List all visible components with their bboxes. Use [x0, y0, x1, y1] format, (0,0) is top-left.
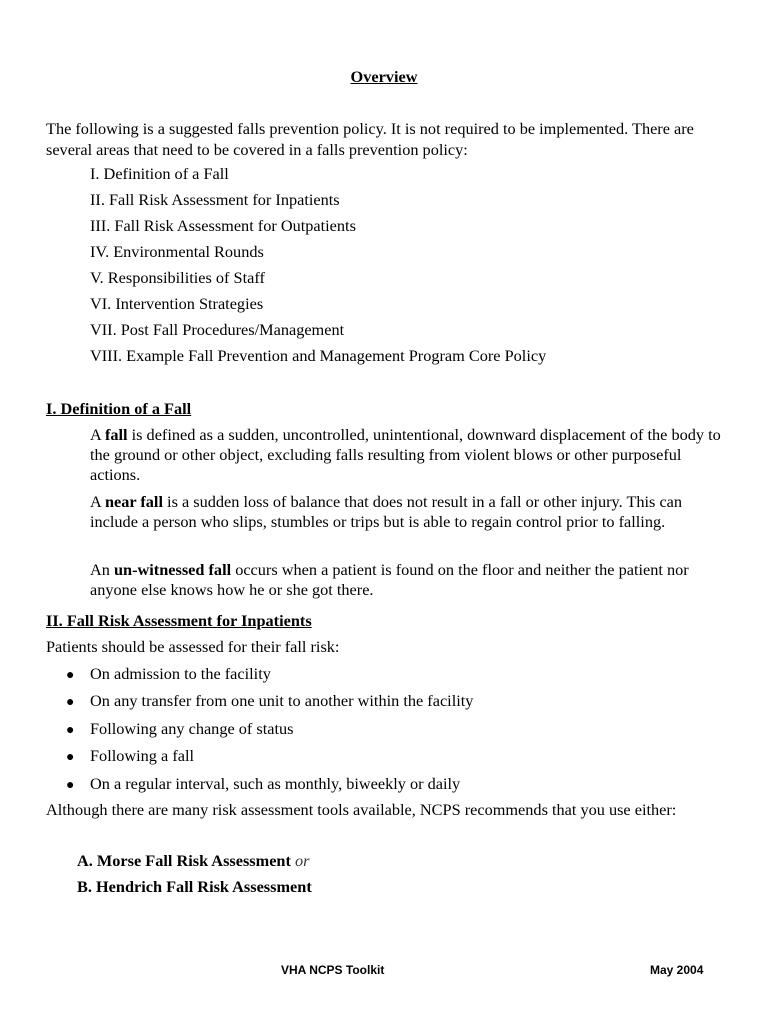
toc-item: IV. Environmental Rounds	[90, 242, 264, 261]
toc-item: II. Fall Risk Assessment for Inpatients	[90, 190, 340, 209]
list-item: ● On any transfer from one unit to another within the facility	[66, 691, 474, 710]
toc-item: VIII. Example Fall Prevention and Management Program Core Policy	[90, 346, 547, 365]
near-fall-definition-paragraph: A near fall is a sudden loss of balance that does not result in a fall or other injury. This can include a person who slips, stumbles or trips but is able to regain control prior to falling.	[90, 492, 683, 531]
or-conjunction: or	[294, 851, 310, 870]
section-heading-definition: I. Definition of a Fall	[46, 399, 192, 418]
toc-item: V. Responsibilities of Staff	[90, 268, 265, 287]
section-heading-inpatients: II. Fall Risk Assessment for Inpatients	[46, 611, 312, 630]
unwitnessed-fall-definition-paragraph: An un-witnessed fall occurs when a patient is found on the floor and neither the patient nor anyone else knows how he or she got there.	[90, 560, 689, 599]
footer-right: May 2004	[650, 963, 704, 977]
toc-item: III. Fall Risk Assessment for Outpatients	[90, 216, 356, 235]
option-morse: A. Morse Fall Risk Assessment or	[77, 851, 310, 870]
toc-item: VII. Post Fall Procedures/Management	[90, 320, 345, 339]
toc-item: I. Definition of a Fall	[90, 164, 229, 183]
bullet-icon: ●	[66, 695, 75, 710]
bullet-icon: ●	[66, 668, 75, 683]
recommendation-paragraph: Although there are many risk assessment tools available, NCPS recommends that you use either:	[46, 800, 677, 819]
bullet-icon: ●	[66, 723, 75, 738]
list-item: ● On admission to the facility	[66, 664, 271, 683]
list-item: ● Following a fall	[66, 746, 195, 765]
term-unwitnessed-fall: un-witnessed fall	[113, 560, 232, 579]
bullet-icon: ●	[66, 750, 75, 765]
term-near-fall: near fall	[104, 492, 163, 511]
list-item: ● On a regular interval, such as monthly, biweekly or daily	[66, 774, 461, 793]
footer-left: VHA NCPS Toolkit	[281, 963, 385, 977]
option-hendrich: B. Hendrich Fall Risk Assessment	[77, 877, 312, 896]
toc-item: VI. Intervention Strategies	[90, 294, 264, 313]
assessment-lead-text: Patients should be assessed for their fall risk:	[46, 637, 340, 656]
list-item: ● Following any change of status	[66, 719, 294, 738]
intro-paragraph: The following is a suggested falls prevention policy. It is not required to be implemented. There are several areas that need to be covered in a falls prevention policy:	[46, 119, 694, 159]
term-fall: fall	[104, 425, 128, 444]
page-title: Overview	[350, 67, 418, 86]
bullet-icon: ●	[66, 778, 75, 793]
fall-definition-paragraph: A fall is defined as a sudden, uncontrolled, unintentional, downward displacement of the body to the ground or other object, excluding falls resulting from violent blows or other purposeful actions.	[90, 425, 721, 484]
